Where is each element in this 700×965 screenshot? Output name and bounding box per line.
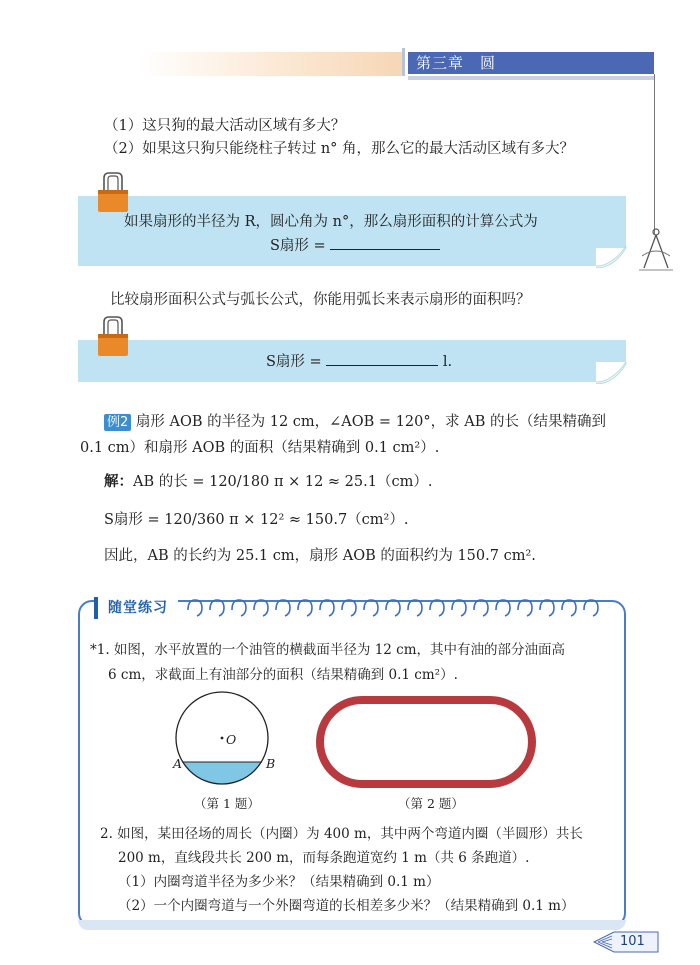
fig1-label-a: A bbox=[173, 756, 183, 771]
page-number: 101 bbox=[620, 934, 645, 949]
header-underline bbox=[408, 76, 654, 80]
practice-1-line1: *1. 如图，水平放置的一个油管的横截面半径为 12 cm，其中有油的部分油面高 bbox=[90, 642, 566, 658]
box1-formula bbox=[270, 236, 440, 256]
example2-text1: 扇形 AOB 的半径为 12 cm，∠AOB = 120°，求 AB 的长（结果精确到 bbox=[135, 414, 606, 430]
compare-text: 比较扇形面积公式与弧长公式，你能用弧长来表示扇形的面积吗？ bbox=[110, 292, 531, 308]
solution-line3: 因此，AB 的长约为 25.1 cm，扇形 AOB 的面积约为 150.7 cm². bbox=[104, 548, 536, 564]
example2-label: 例2 bbox=[104, 414, 131, 431]
solution-line1 bbox=[104, 472, 432, 492]
compass-icon bbox=[636, 226, 676, 272]
fig1-label-o: O bbox=[226, 732, 237, 747]
chapter-title: 第三章 圆 bbox=[408, 52, 654, 74]
box2-formula bbox=[266, 352, 452, 372]
practice-2-sub2: （2）一个内圈弯道与一个外圈弯道的长相差多少米？（结果精确到 0.1 m） bbox=[118, 898, 575, 914]
solution-text1: AB 的长 = 120/180 π × 12 ≈ 25.1（cm）. bbox=[133, 474, 433, 490]
practice-2-sub1: （1）内圈弯道半径为多少米？（结果精确到 0.1 m） bbox=[118, 874, 440, 890]
fig1-caption: （第 1 题） bbox=[194, 796, 260, 811]
header-separator bbox=[402, 48, 405, 76]
practice-shadow bbox=[78, 920, 626, 930]
practice-2-line1: 2. 如图，某田径场的周长（内圈）为 400 m，其中两个弯道内圈（半圆形）共长 bbox=[100, 826, 583, 842]
question-1: （1）这只狗的最大活动区域有多大？ bbox=[104, 118, 346, 134]
clip-icon bbox=[96, 172, 130, 216]
clip-icon-2 bbox=[96, 316, 130, 360]
box1-blank bbox=[330, 249, 440, 250]
figure-2-track bbox=[316, 696, 536, 788]
practice-1-line2: 6 cm，求截面上有油部分的面积（结果精确到 0.1 cm²）. bbox=[108, 667, 458, 683]
header-gradient bbox=[140, 52, 402, 76]
example2-line2: 0.1 cm）和扇形 AOB 的面积（结果精确到 0.1 cm²）. bbox=[80, 440, 440, 456]
solution-line2: S扇形 = 120/360 π × 12² ≈ 150.7（cm²）. bbox=[104, 512, 409, 528]
example2-line1 bbox=[104, 412, 606, 433]
margin-line bbox=[654, 74, 655, 234]
box2-fold bbox=[596, 362, 628, 384]
question-2: （2）如果这只狗只能绕柱子转过 n° 角，那么它的最大活动区域有多大？ bbox=[104, 141, 575, 157]
box1-line1: 如果扇形的半径为 R，圆心角为 n°，那么扇形面积的计算公式为 bbox=[124, 214, 538, 230]
solution-prefix: 解： bbox=[104, 473, 133, 490]
fig1-label-b: B bbox=[266, 756, 276, 771]
practice-title: 随堂练习 bbox=[94, 597, 178, 619]
practice-2-line2: 200 m，直线段共长 200 m，而每条跑道宽约 1 m（共 6 条跑道）. bbox=[118, 850, 530, 866]
box2-blank bbox=[326, 365, 438, 366]
figure-1-pipe bbox=[168, 690, 280, 794]
box2-formula-lhs: S扇形 = bbox=[266, 354, 322, 370]
box1-fold bbox=[596, 246, 628, 268]
box1-formula-lhs: S扇形 = bbox=[270, 238, 326, 254]
spiral-binding bbox=[180, 596, 620, 622]
box2-formula-rhs: l. bbox=[442, 354, 453, 370]
fig2-caption: （第 2 题） bbox=[398, 796, 464, 811]
